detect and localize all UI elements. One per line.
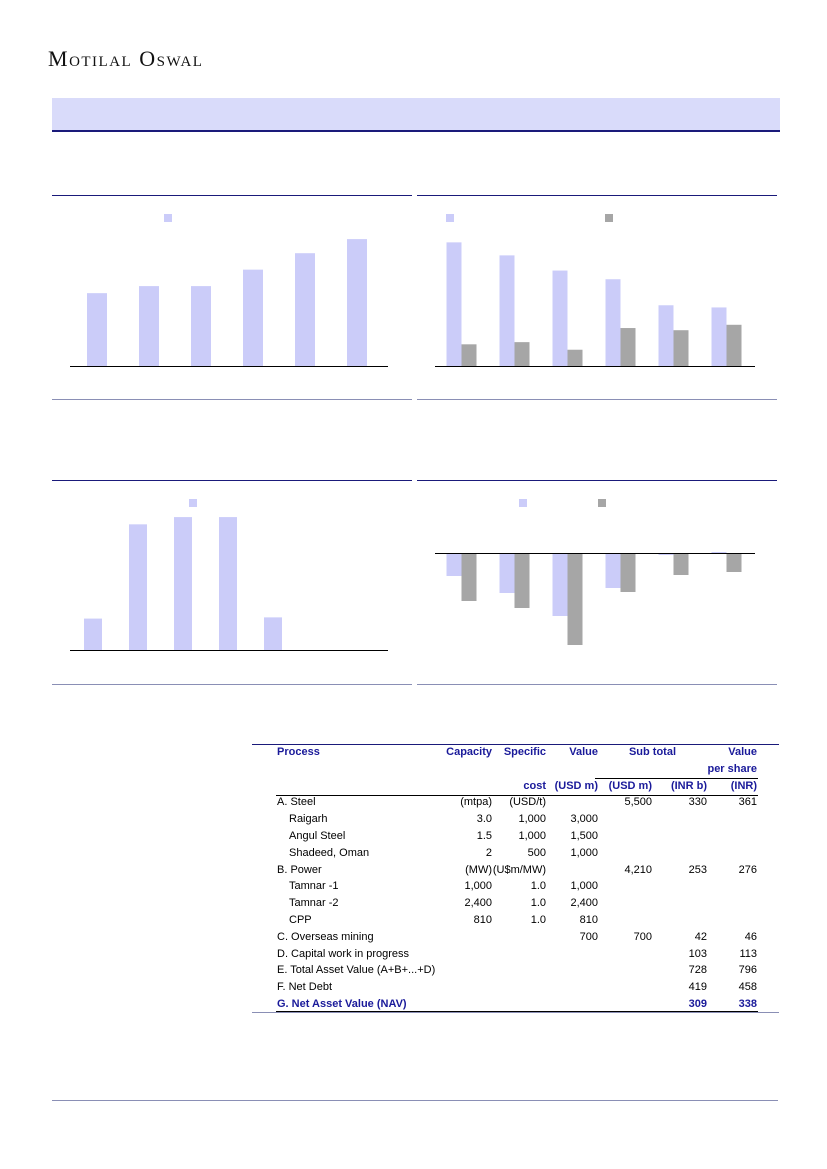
cell-val: 1,000 xyxy=(570,880,598,893)
cell-spec xyxy=(492,962,546,979)
cell-label: Raigarh xyxy=(289,813,328,826)
cell-inr: 796 xyxy=(738,964,757,977)
cell-sub xyxy=(598,962,652,979)
cell-cap: 1.5 xyxy=(476,829,492,842)
cell-sub xyxy=(598,845,652,862)
cell-spec xyxy=(492,979,546,996)
cell-inr xyxy=(707,895,779,912)
bar-series2-3 xyxy=(568,350,583,366)
bar-series1-2 xyxy=(129,524,147,650)
cell-val xyxy=(546,979,598,996)
bar-series1-1 xyxy=(447,553,462,576)
bar-series2-1 xyxy=(462,344,477,366)
cell-inr: 361 xyxy=(738,796,757,809)
bar-series2-6 xyxy=(727,553,742,572)
cell-cap: (MW) xyxy=(465,863,492,876)
cell-spec: 1.0 xyxy=(530,913,546,926)
cell-label: C. Overseas mining xyxy=(277,930,374,943)
col-header-cost: cost xyxy=(523,779,546,792)
cell-label: F. Net Debt xyxy=(277,981,333,994)
cell-label: E. Total Asset Value (A+B+...+D) xyxy=(277,964,436,977)
bar-series1-6 xyxy=(712,552,727,553)
col-header-value: Value xyxy=(569,746,598,758)
table-row xyxy=(252,929,779,946)
table-row xyxy=(252,979,779,996)
cell-inr xyxy=(707,878,779,895)
cell-inrb: 42 xyxy=(694,930,707,943)
cell-spec xyxy=(492,929,546,946)
bar-series2-2 xyxy=(515,342,530,366)
cell-label: Angul Steel xyxy=(289,829,346,842)
bar-series1-6 xyxy=(712,307,727,366)
table-row xyxy=(252,878,779,895)
cell-sub xyxy=(598,912,652,929)
cell-inr xyxy=(707,912,779,929)
table-row xyxy=(252,962,779,979)
logo-text: OTILAL xyxy=(69,54,133,70)
bar-series1-5 xyxy=(659,305,674,366)
bar-series2-6 xyxy=(727,325,742,366)
table-row xyxy=(252,845,779,862)
bar-series2-4 xyxy=(621,328,636,366)
col-header-specific: Specific xyxy=(503,746,546,758)
logo-text: SWAL xyxy=(156,54,204,70)
cell-inrb xyxy=(652,912,707,929)
cell-inrb xyxy=(652,845,707,862)
legend-marker-2 xyxy=(598,499,606,507)
bar-series1-1 xyxy=(84,619,102,650)
col-header-process: Process xyxy=(277,746,320,758)
cell-inr: 458 xyxy=(738,981,757,994)
cell-label: A. Steel xyxy=(277,796,316,809)
table-row xyxy=(252,996,779,1013)
legend-marker-1 xyxy=(164,214,172,222)
col-header-usd-m: (USD m) xyxy=(608,779,652,792)
cell-sub xyxy=(598,895,652,912)
cell-spec: (U$m/MW) xyxy=(492,863,546,876)
bar-series1-2 xyxy=(500,553,515,593)
cell-inrb: 253 xyxy=(688,863,707,876)
col-header-subtotal: Sub total xyxy=(628,746,677,758)
cell-val xyxy=(546,862,598,879)
bar-series1-4 xyxy=(219,517,237,650)
col-header-usd-m: (USD m) xyxy=(554,779,598,792)
col-header-value-per-share: Value xyxy=(728,746,757,758)
bar-series2-3 xyxy=(568,553,583,645)
cell-sub xyxy=(598,828,652,845)
cell-sub: 5,500 xyxy=(624,796,652,809)
cell-inr: 46 xyxy=(744,930,757,943)
cell-inrb xyxy=(652,811,707,828)
cell-spec: 1,000 xyxy=(518,829,546,842)
bar-series1-5 xyxy=(295,253,315,366)
cell-cap xyxy=(436,979,492,996)
cell-spec xyxy=(492,996,546,1013)
table-row xyxy=(252,912,779,929)
table-row xyxy=(252,794,779,811)
bar-series1-4 xyxy=(243,270,263,366)
cell-cap: (mtpa) xyxy=(460,796,492,809)
legend-marker-2 xyxy=(605,214,613,222)
legend-marker-1 xyxy=(446,214,454,222)
cell-cap: 2 xyxy=(485,846,492,859)
table-header-row xyxy=(252,778,779,795)
cell-inrb xyxy=(652,828,707,845)
bar-series2-5 xyxy=(674,553,689,575)
cell-inr: 338 xyxy=(738,997,757,1010)
cell-inrb: 103 xyxy=(688,947,707,960)
bar-series1-4 xyxy=(606,279,621,366)
cell-spec xyxy=(492,946,546,963)
cell-label: CPP xyxy=(289,913,312,926)
cell-spec: 1,000 xyxy=(518,813,546,826)
table-row xyxy=(252,895,779,912)
cell-val: 700 xyxy=(579,930,598,943)
cell-cap: 2,400 xyxy=(464,897,492,910)
col-header-inr: (INR) xyxy=(730,779,757,792)
footer-rule xyxy=(52,1100,778,1101)
bar-series1-5 xyxy=(264,617,282,650)
logo-letter: O xyxy=(139,46,157,71)
cell-val xyxy=(546,794,598,811)
cell-label: D. Capital work in progress xyxy=(277,947,410,960)
cell-inr xyxy=(707,845,779,862)
cell-sub xyxy=(598,878,652,895)
cell-inrb xyxy=(652,878,707,895)
cell-inrb: 419 xyxy=(688,981,707,994)
bar-series1-1 xyxy=(87,293,107,366)
cell-spec: 500 xyxy=(527,846,546,859)
table-row xyxy=(252,946,779,963)
cell-val xyxy=(546,946,598,963)
bar-series2-2 xyxy=(515,553,530,608)
nav-table xyxy=(252,744,779,1013)
cell-inr xyxy=(707,811,779,828)
bar-series1-3 xyxy=(553,271,568,366)
cell-inr: 276 xyxy=(738,863,757,876)
logo-letter: M xyxy=(48,46,70,71)
cell-sub xyxy=(598,946,652,963)
cell-val: 3,000 xyxy=(570,813,598,826)
cell-cap xyxy=(436,929,492,946)
cell-inr: 113 xyxy=(739,947,757,960)
bar-series1-2 xyxy=(139,286,159,366)
bar-series1-6 xyxy=(347,239,367,366)
bar-series1-3 xyxy=(191,286,211,366)
cell-label: Shadeed, Oman xyxy=(289,846,370,859)
cell-cap: 810 xyxy=(473,913,492,926)
cell-inrb: 728 xyxy=(688,964,707,977)
cell-spec: 1.0 xyxy=(530,880,546,893)
cell-sub: 700 xyxy=(633,930,652,943)
table-header-row xyxy=(252,744,779,761)
table-header-row xyxy=(252,761,779,778)
table-row xyxy=(252,811,779,828)
bar-series1-3 xyxy=(174,517,192,650)
table-row xyxy=(252,862,779,879)
cell-val xyxy=(546,996,598,1013)
cell-label: Tamnar -2 xyxy=(289,897,339,910)
col-header-capacity: Capacity xyxy=(446,746,492,758)
bar-series2-4 xyxy=(621,553,636,592)
cell-inr xyxy=(707,828,779,845)
bar-series1-3 xyxy=(553,553,568,616)
cell-val: 810 xyxy=(579,913,598,926)
cell-inrb: 309 xyxy=(688,997,707,1010)
bar-series2-1 xyxy=(462,553,477,601)
table-row xyxy=(252,828,779,845)
cell-sub xyxy=(598,811,652,828)
cell-spec: 1.0 xyxy=(530,897,546,910)
cell-label: B. Power xyxy=(277,863,322,876)
cell-label: Tamnar -1 xyxy=(289,880,339,893)
bar-series1-4 xyxy=(606,553,621,588)
bar-series1-2 xyxy=(500,255,515,366)
col-header-inr-b: (INR b) xyxy=(670,779,707,792)
bar-series2-5 xyxy=(674,330,689,366)
cell-cap: 3.0 xyxy=(476,813,492,826)
legend-marker-1 xyxy=(189,499,197,507)
cell-label: G. Net Asset Value (NAV) xyxy=(277,997,407,1010)
cell-cap xyxy=(436,946,492,963)
cell-cap xyxy=(436,962,492,979)
cell-spec: (USD/t) xyxy=(509,796,546,809)
cell-cap xyxy=(436,996,492,1013)
cell-sub xyxy=(598,996,652,1013)
cell-val xyxy=(546,962,598,979)
cell-inrb xyxy=(652,895,707,912)
cell-sub: 4,210 xyxy=(624,863,652,876)
cell-cap: 1,000 xyxy=(464,880,492,893)
cell-sub xyxy=(598,979,652,996)
cell-inrb: 330 xyxy=(688,796,707,809)
legend-marker-1 xyxy=(519,499,527,507)
cell-val: 1,000 xyxy=(570,846,598,859)
bar-series1-1 xyxy=(447,242,462,366)
cell-val: 1,500 xyxy=(570,829,598,842)
cell-val: 2,400 xyxy=(570,897,598,910)
col-header-per-share: per share xyxy=(707,762,757,775)
